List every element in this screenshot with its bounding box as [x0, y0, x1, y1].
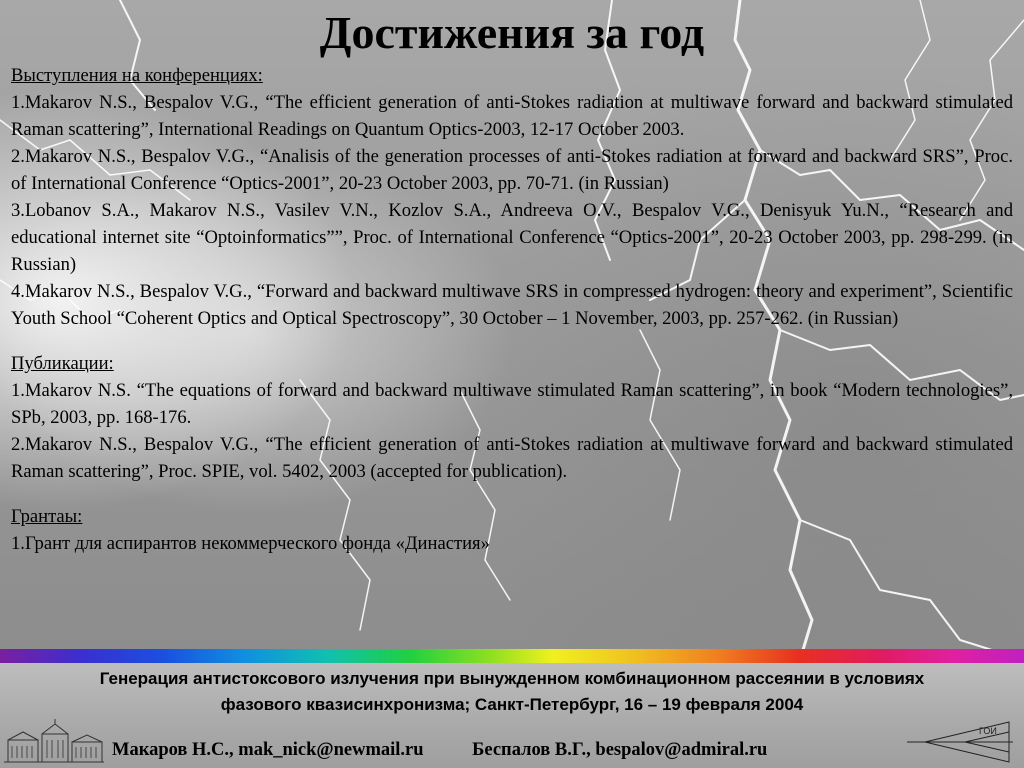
- main-text: [11, 62, 1013, 557]
- conference-line-2: фазового квазисинхронизма; Санкт-Петербург, 16 – 19 февраля 2004: [220, 695, 804, 714]
- publication-item: 1.Makarov N.S. “The equations of forward and backward multiwave stimulated Raman scattering”, in book “Modern technologies”, SPb, 2003, pp. 168-176.: [11, 380, 1013, 428]
- publications-heading: Публикации:: [11, 353, 114, 374]
- conference-item: 2.Makarov N.S., Bespalov V.G., “Analisis of the generation processes of anti-Stokes radiation at forward and backward SRS”, Proc. of International Conference “Optics-2001”, 20-23 October 2003, pp. 70-71. (in Russian): [11, 146, 1013, 194]
- grants-heading: Грантаы:: [11, 506, 83, 527]
- authors-line: [112, 737, 912, 763]
- conference-item: 3.Lobanov S.A., Makarov N.S., Vasilev V.N., Kozlov S.A., Andreeva O.V., Bespalov V.G., Denisyuk Yu.N., “Research and educational internet site “Optoinformatics””, Proc. of International Conference “Optics-2001”, 20-23 October 2003, pp. 298-299. (in Russian): [11, 200, 1013, 275]
- conferences-heading: Выступления на конференциях:: [11, 65, 263, 86]
- goi-label: ГОИ: [979, 726, 997, 736]
- conference-item: 4.Makarov N.S., Bespalov V.G., “Forward and backward multiwave SRS in compressed hydrogen: theory and experiment”, Scientific Youth School “Coherent Optics and Optical Spectroscopy”, 30 October – 1 November, 2003, pp. 257-262. (in Russian): [11, 281, 1013, 329]
- slide-title: Достижения за год: [319, 7, 705, 58]
- author-makarov: Макаров Н.С., mak_nick@newmail.ru: [112, 740, 424, 760]
- conference-banner: [0, 666, 1024, 718]
- spectrum-bar: [0, 649, 1024, 663]
- goi-prism-logo-icon: [905, 718, 1017, 766]
- university-building-icon: [2, 718, 106, 766]
- conference-item: 1.Makarov N.S., Bespalov V.G., “The efficient generation of anti-Stokes radiation at multiwave forward and backward stimulated Raman scattering”, International Readings on Quantum Optics-2003, 12-17 October 2003.: [11, 92, 1013, 140]
- author-bespalov: Беспалов В.Г., bespalov@admiral.ru: [472, 740, 768, 760]
- publication-item: 2.Makarov N.S., Bespalov V.G., “The efficient generation of anti-Stokes radiation at multiwave forward and backward stimulated Raman scattering”, Proc. SPIE, vol. 5402, 2003 (accepted for publication).: [11, 434, 1013, 482]
- grant-item: 1.Грант для аспирантов некоммерческого фонда «Династия»: [11, 533, 490, 554]
- conference-line-1: Генерация антистоксового излучения при вынужденном комбинационном рассеянии в условиях: [99, 669, 925, 688]
